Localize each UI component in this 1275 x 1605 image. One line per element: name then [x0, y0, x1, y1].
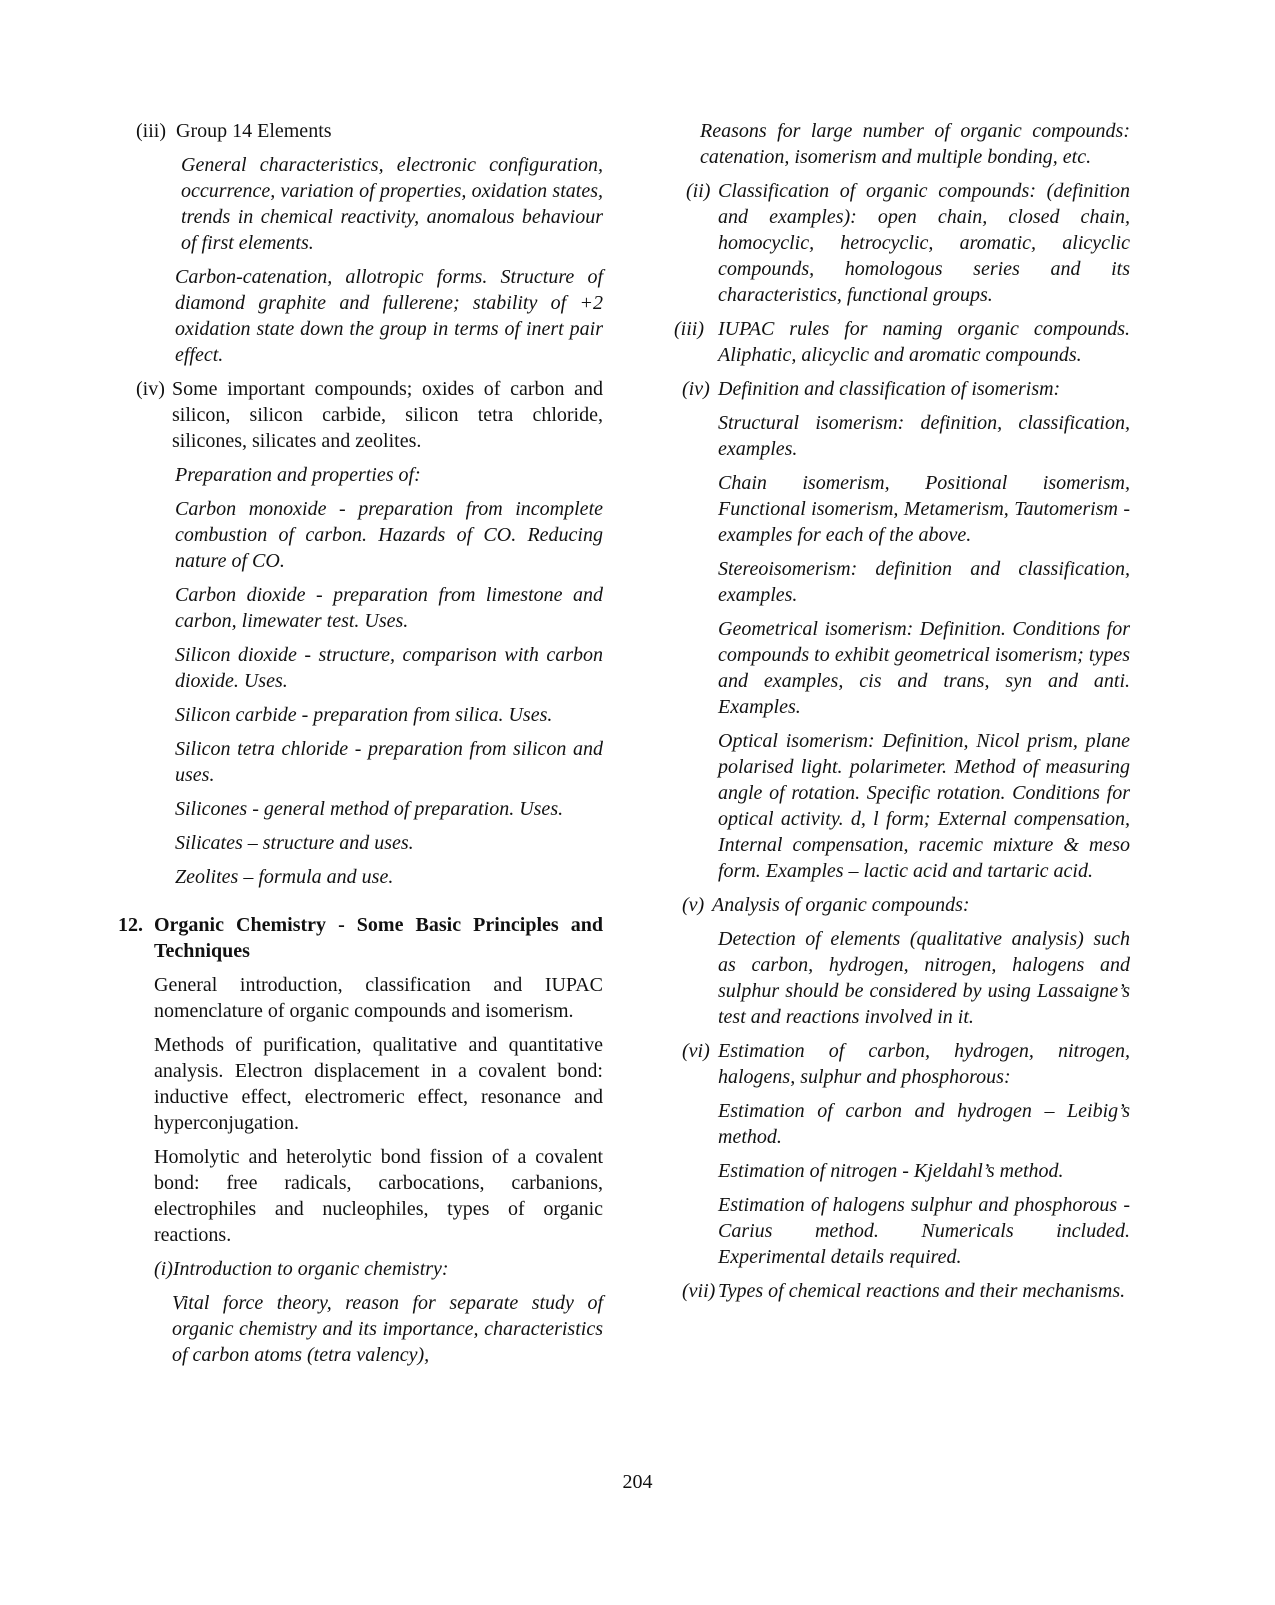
subsection-vii-heading: [682, 1278, 1130, 1304]
paragraph: Detection of elements (qualitative analysis) such as carbon, hydrogen, nitrogen, halogens and sulphur should be considered by using Lassaigne’s test and reactions involved in it.: [718, 928, 1130, 1028]
subsection-label: (iii): [674, 318, 704, 340]
section-12-heading: [118, 912, 603, 964]
subsection-title: Some important compounds; oxides of carbon and silicon, silicon carbide, silicon tetra chloride, silicones, silicates and zeolites.: [172, 378, 603, 452]
list-item: Stereoisomerism: definition and classification, examples.: [718, 558, 1130, 606]
subsection-text: Types of chemical reactions and their mechanisms.: [718, 1280, 1126, 1302]
right-column: [668, 118, 1130, 1312]
subsection-label: (iii): [136, 120, 166, 142]
list-item: Carbon dioxide - preparation from limestone and carbon, limewater test. Uses.: [175, 584, 603, 632]
subsection-text: IUPAC rules for naming organic compounds. Aliphatic, alicyclic and aromatic compounds.: [718, 318, 1130, 366]
subsection-vi-heading: [682, 1038, 1130, 1090]
list-item: Estimation of halogens sulphur and phosphorous - Carius method. Numericals included. Experimental details required.: [718, 1194, 1130, 1268]
subsection-label: (i): [154, 1258, 173, 1280]
subsection-label: (v): [682, 894, 705, 916]
subsection-text: Analysis of organic compounds:: [712, 894, 970, 916]
subsection-text: Classification of organic compounds: (definition and examples): open chain, closed chain, homocyclic, hetrocyclic, aromatic, alicyclic compounds, homologous series and its characteristics, functional groups.: [718, 180, 1130, 306]
paragraph: Homolytic and heterolytic bond fission of a covalent bond: free radicals, carbocations, carbanions, electrophiles and nucleophiles, types of organic reactions.: [154, 1146, 603, 1246]
subsection-label: (vi): [682, 1040, 710, 1062]
paragraph: Reasons for large number of organic compounds: catenation, isomerism and multiple bonding, etc.: [700, 120, 1130, 168]
subsection-i-heading: [154, 1256, 603, 1282]
list-item: Geometrical isomerism: Definition. Conditions for compounds to exhibit geometrical isomerism; types and examples, cis and trans, syn and anti. Examples.: [718, 618, 1130, 718]
subsection-iv-heading: [136, 376, 603, 454]
paragraph: General characteristics, electronic configuration, occurrence, variation of properties, oxidation states, trends in chemical reactivity, anomalous behaviour of first elements.: [181, 154, 603, 254]
list-item: Silicon tetra chloride - preparation from silicon and uses.: [175, 738, 603, 786]
list-item: Silicon carbide - preparation from silica. Uses.: [175, 704, 553, 726]
list-item: Silicates – structure and uses.: [175, 832, 414, 854]
subsection-iii-heading: [136, 118, 603, 144]
subsection-title: Group 14 Elements: [176, 120, 332, 142]
subsection-label: (ii): [686, 180, 711, 202]
list-item: Estimation of nitrogen - Kjeldahl’s method.: [718, 1160, 1064, 1182]
subsection-iii-heading: [674, 316, 1130, 368]
left-column: [118, 118, 603, 1376]
list-item: Preparation and properties of:: [175, 464, 421, 486]
list-item: Optical isomerism: Definition, Nicol prism, plane polarised light. polarimeter. Method of measuring angle of rotation. Specific rotation. Conditions for optical activity. d, l form; External compensation, Internal compensation, racemic mixture & meso form. Examples – lactic acid and tartaric acid.: [718, 730, 1130, 882]
subsection-title: Introduction to organic chemistry:: [172, 1258, 449, 1280]
list-item: Carbon monoxide - preparation from incomplete combustion of carbon. Hazards of CO. Reducing nature of CO.: [175, 498, 603, 572]
list-item: Zeolites – formula and use.: [175, 866, 394, 888]
subsection-label: (iv): [136, 378, 165, 400]
subsection-iv-heading: [682, 376, 1130, 402]
list-item: Chain isomerism, Positional isomerism, Functional isomerism, Metamerism, Tautomerism - examples for each of the above.: [718, 472, 1130, 546]
subsection-label: (vii): [682, 1280, 716, 1302]
subsection-ii-heading: [686, 178, 1130, 308]
subsection-text: Estimation of carbon, hydrogen, nitrogen, halogens, sulphur and phosphorous:: [718, 1040, 1130, 1088]
list-item: Silicon dioxide - structure, comparison with carbon dioxide. Uses.: [175, 644, 603, 692]
subsection-label: (iv): [682, 378, 710, 400]
section-title: Organic Chemistry - Some Basic Principles and Techniques: [154, 914, 603, 962]
subsection-text: Definition and classification of isomerism:: [718, 378, 1061, 400]
subsection-v-heading: [682, 892, 1130, 918]
paragraph: Carbon-catenation, allotropic forms. Structure of diamond graphite and fullerene; stability of +2 oxidation state down the group in terms of inert pair effect.: [175, 266, 603, 366]
paragraph: Methods of purification, qualitative and quantitative analysis. Electron displacement in a covalent bond: inductive effect, electromeric effect, resonance and hyperconjugation.: [154, 1034, 603, 1134]
section-number: 12.: [118, 914, 143, 936]
page-number: 204: [622, 1471, 653, 1493]
list-item: Estimation of carbon and hydrogen – Leibig’s method.: [718, 1100, 1130, 1148]
list-item: Structural isomerism: definition, classification, examples.: [718, 412, 1130, 460]
list-item: Silicones - general method of preparation. Uses.: [175, 798, 564, 820]
paragraph: General introduction, classification and IUPAC nomenclature of organic compounds and isomerism.: [154, 974, 603, 1022]
paragraph: Vital force theory, reason for separate study of organic chemistry and its importance, characteristics of carbon atoms (tetra valency),: [172, 1292, 603, 1366]
